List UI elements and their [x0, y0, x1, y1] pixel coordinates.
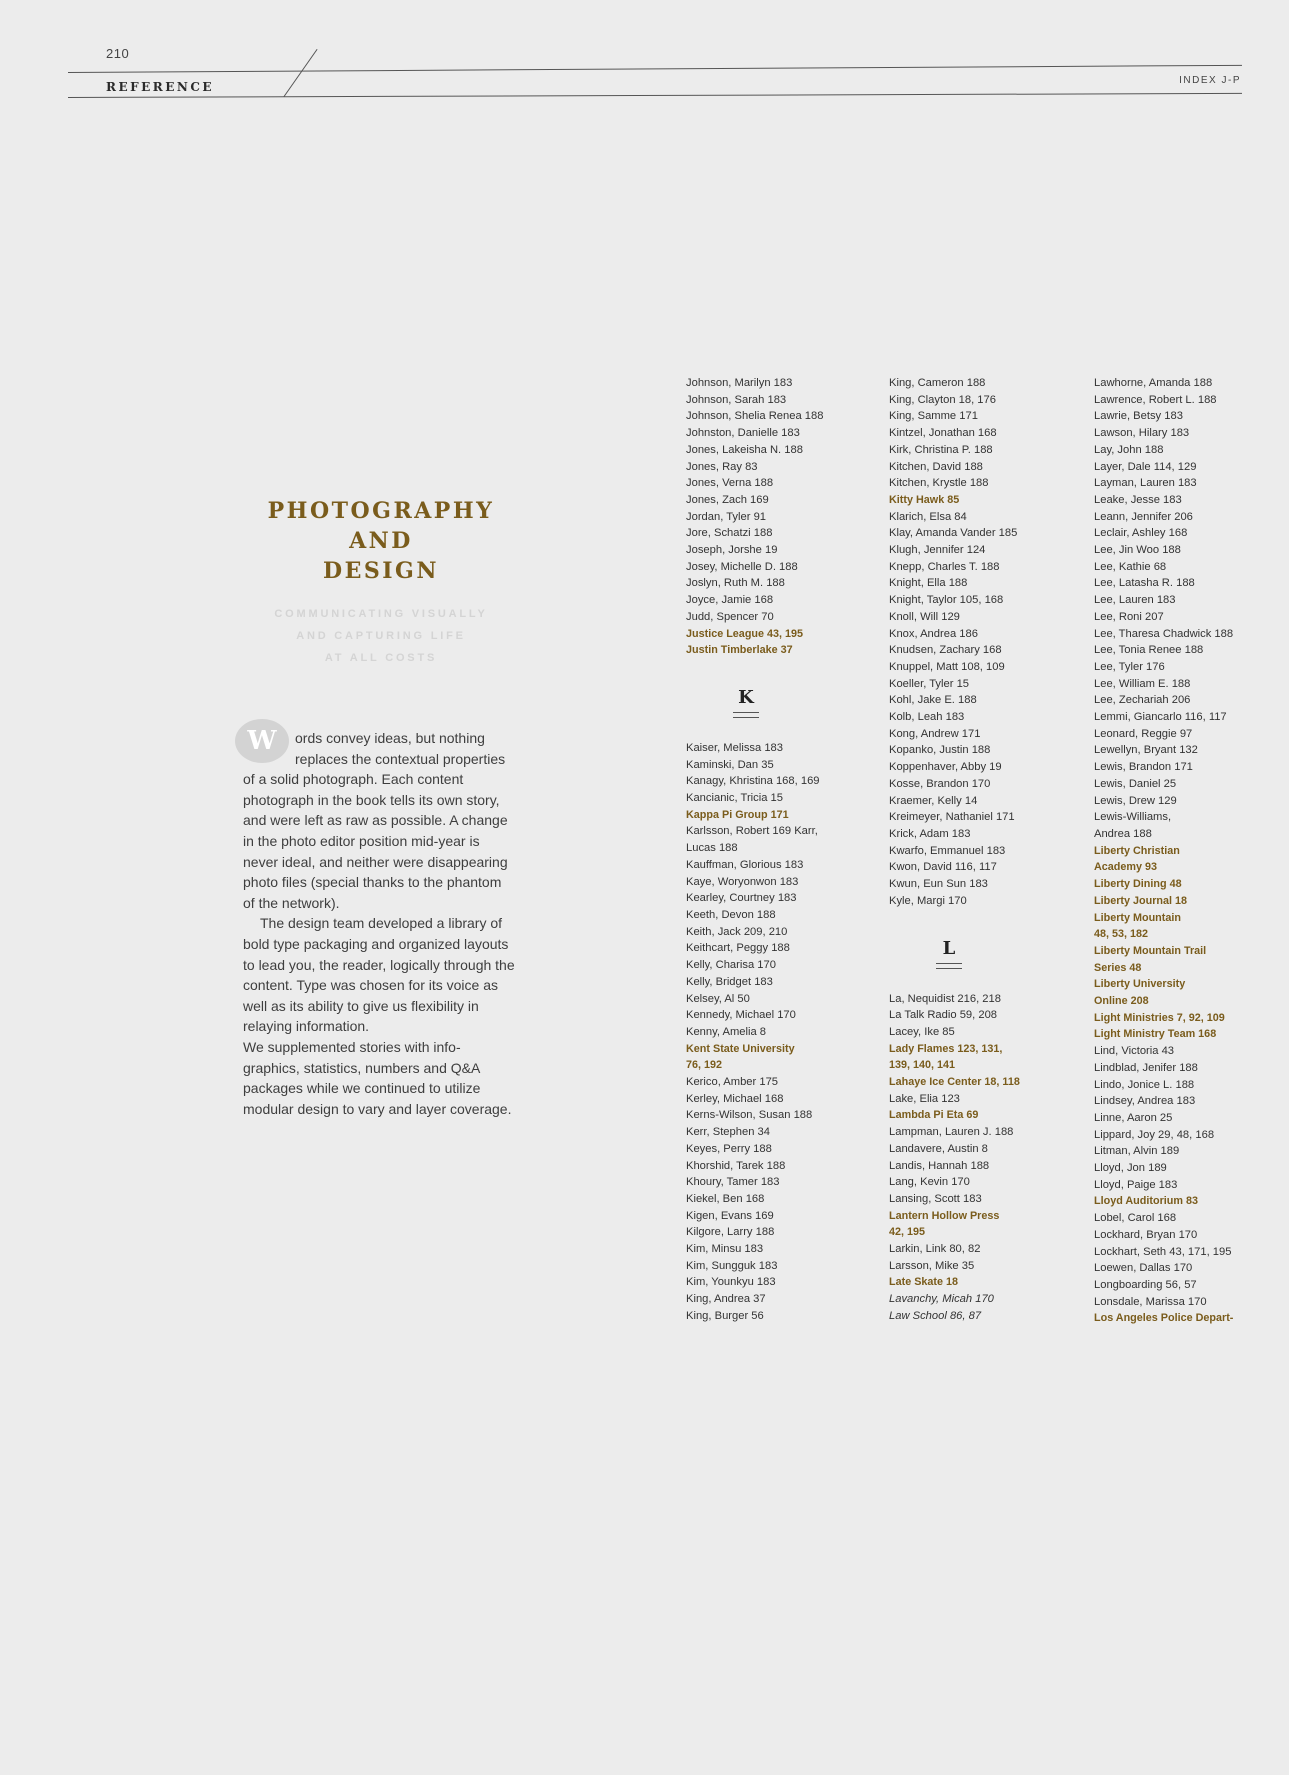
index-entry: Lee, Zechariah 206	[1094, 694, 1191, 707]
index-entry: Lewellyn, Bryant 132	[1094, 744, 1198, 757]
index-entry: Light Ministries 7, 92, 109	[1094, 1011, 1225, 1024]
section-label: REFERENCE	[106, 80, 215, 94]
index-entry: Kilgore, Larry 188	[686, 1226, 775, 1239]
index-entry: Lockhard, Bryan 170	[1094, 1228, 1198, 1241]
index-entry: Josey, Michelle D. 188	[686, 560, 798, 573]
index-entry: Liberty Dining 48	[1094, 878, 1182, 891]
index-entry: Kreimeyer, Nathaniel 171	[889, 811, 1015, 824]
index-entry: Lind, Victoria 43	[1094, 1045, 1175, 1058]
index-entry: Kirk, Christina P. 188	[889, 443, 993, 456]
index-entry: 139, 140, 141	[889, 1059, 956, 1072]
index-entry: Koppenhaver, Abby 19	[889, 761, 1002, 774]
index-entry: Knudsen, Zachary 168	[889, 644, 1002, 657]
index-entry: Lee, Lauren 183	[1094, 594, 1176, 607]
index-entry: Kigen, Evans 169	[686, 1209, 774, 1222]
paragraph-text: ords convey ideas, but nothing replaces the contextual properties of a solid photograph. Each content photograph in the book tells its own story, and were left as raw as possible. A change in the photo editor position mid-year is never ideal, and neither were disappearing photo files (special thanks to the phantom of the network).	[243, 730, 508, 911]
index-entry: Jones, Lakeisha N. 188	[686, 443, 803, 456]
index-entry: Kent State University	[686, 1042, 795, 1055]
index-entry: Lewis, Daniel 25	[1094, 777, 1177, 790]
index-entry: Kohl, Jake E. 188	[889, 694, 977, 707]
index-entry: Lee, Tyler 176	[1094, 660, 1165, 673]
index-entry: Lang, Kevin 170	[889, 1176, 970, 1189]
index-entry: Knuppel, Matt 108, 109	[889, 660, 1005, 673]
index-range-label: INDEX J-P	[1179, 75, 1241, 86]
index-entry: Litman, Alvin 189	[1094, 1145, 1180, 1158]
index-entry: Lee, William E. 188	[1094, 677, 1191, 690]
index-column-3	[1094, 375, 1289, 1327]
index-entry: Kwon, David 116, 117	[889, 861, 997, 874]
index-entry: Liberty University	[1094, 978, 1186, 991]
index-entry: Lavanchy, Micah 170	[889, 1293, 994, 1306]
index-entry: Leonard, Reggie 97	[1094, 727, 1193, 740]
feature-body	[243, 728, 515, 1119]
index-entry: Leclair, Ashley 168	[1094, 527, 1188, 540]
index-entry: Lindsey, Andrea 183	[1094, 1095, 1196, 1108]
index-entry: Lucas 188	[686, 842, 738, 855]
index-entry: Kopanko, Justin 188	[889, 744, 991, 757]
title-line: AND	[349, 528, 413, 554]
index-entry: Lay, John 188	[1094, 443, 1164, 456]
index-entry: Lewis, Drew 129	[1094, 794, 1177, 807]
index-entry: Lawhorne, Amanda 188	[1094, 377, 1213, 389]
index-entry: Larsson, Mike 35	[889, 1259, 975, 1272]
index-entry: Keeth, Devon 188	[686, 908, 776, 921]
index-entry: Kwun, Eun Sun 183	[889, 878, 988, 891]
index-entry: Kim, Minsu 183	[686, 1243, 764, 1256]
index-entry: Late Skate 18	[889, 1276, 959, 1289]
index-entry: Krick, Adam 183	[889, 827, 971, 840]
index-entry: Law School 86, 87	[889, 1309, 982, 1322]
index-entry: Lonsdale, Marissa 170	[1094, 1295, 1207, 1308]
index-entry: Kitty Hawk 85	[889, 493, 960, 506]
subtitle-line: AND CAPTURING LIFE	[296, 630, 466, 642]
index-entry: King, Andrea 37	[686, 1293, 766, 1306]
letter-divider	[733, 712, 759, 718]
letter-heading-k: K	[738, 686, 754, 708]
index-entry: Jore, Schatzi 188	[686, 527, 773, 540]
index-entry: King, Clayton 18, 176	[889, 393, 996, 406]
index-entry: 48, 53, 182	[1094, 928, 1149, 941]
index-entry: Kraemer, Kelly 14	[889, 794, 978, 807]
index-entry: Series 48	[1094, 961, 1142, 974]
index-entry: Kyle, Margi 170	[889, 894, 967, 907]
index-entry: Kaiser, Melissa 183	[686, 741, 784, 754]
index-list-j	[686, 375, 886, 659]
index-entry: Kolb, Leah 183	[889, 711, 965, 724]
index-entry: Karlsson, Robert 169 Karr,	[686, 825, 818, 838]
subtitle-line: AT ALL COSTS	[324, 652, 438, 664]
index-entry: Lippard, Joy 29, 48, 168	[1094, 1128, 1215, 1141]
index-entry: Linne, Aaron 25	[1094, 1111, 1173, 1124]
index-entry: Loewen, Dallas 170	[1094, 1262, 1193, 1275]
index-column-1	[686, 375, 886, 1325]
feature-subtitle	[236, 603, 526, 669]
index-entry: Leann, Jennifer 206	[1094, 510, 1193, 523]
index-entry: Lee, Tharesa Chadwick 188	[1094, 627, 1234, 640]
index-entry: Lewis-Williams,	[1094, 811, 1172, 824]
index-entry: Lee, Roni 207	[1094, 610, 1164, 623]
index-entry: Kearley, Courtney 183	[686, 892, 797, 905]
index-entry: Keith, Jack 209, 210	[686, 925, 788, 938]
index-entry: Knight, Ella 188	[889, 577, 968, 590]
index-entry: Khoury, Tamer 183	[686, 1176, 780, 1189]
index-entry: Kanagy, Khristina 168, 169	[686, 775, 820, 788]
index-entry: Kintzel, Jonathan 168	[889, 427, 997, 440]
index-entry: Johnson, Sarah 183	[686, 393, 787, 406]
index-entry: Jones, Verna 188	[686, 477, 774, 490]
index-entry: Kim, Younkyu 183	[686, 1276, 776, 1289]
index-entry: Layer, Dale 114, 129	[1094, 460, 1197, 473]
index-list-k	[686, 740, 886, 1325]
letter-heading-l: L	[942, 937, 956, 959]
index-entry: Knepp, Charles T. 188	[889, 560, 1000, 573]
index-entry: Koeller, Tyler 15	[889, 677, 970, 690]
index-entry: Johnson, Shelia Renea 188	[686, 410, 824, 423]
index-entry: Academy 93	[1094, 861, 1158, 874]
index-entry: Kosse, Brandon 170	[889, 777, 991, 790]
index-entry: Lindblad, Jenifer 188	[1094, 1061, 1198, 1074]
header-rule-top	[68, 65, 1242, 73]
index-entry: King, Samme 171	[889, 410, 978, 423]
index-entry: Lake, Elia 123	[889, 1092, 960, 1105]
index-entry: Landavere, Austin 8	[889, 1142, 988, 1155]
index-entry: King, Burger 56	[686, 1309, 764, 1322]
index-entry: Keyes, Perry 188	[686, 1142, 772, 1155]
index-entry: Larkin, Link 80, 82	[889, 1243, 981, 1256]
index-entry: Lawson, Hilary 183	[1094, 427, 1190, 440]
index-entry: Khorshid, Tarek 188	[686, 1159, 786, 1172]
subtitle-line: COMMUNICATING VISUALLY	[274, 608, 488, 620]
index-list-l	[889, 991, 1089, 1325]
index-entry: Light Ministry Team 168	[1094, 1028, 1217, 1041]
title-line: DESIGN	[323, 558, 439, 584]
index-entry: Justin Timberlake 37	[686, 644, 793, 657]
index-entry: Lampman, Lauren J. 188	[889, 1126, 1014, 1139]
index-entry: Knight, Taylor 105, 168	[889, 594, 1004, 607]
index-entry: Kong, Andrew 171	[889, 727, 981, 740]
index-entry: Kitchen, David 188	[889, 460, 983, 473]
index-entry: Lloyd, Jon 189	[1094, 1162, 1167, 1175]
index-entry: Lloyd, Paige 183	[1094, 1178, 1178, 1191]
index-entry: Klarich, Elsa 84	[889, 510, 967, 523]
index-entry: Lewis, Brandon 171	[1094, 761, 1193, 774]
index-entry: Andrea 188	[1094, 827, 1152, 840]
index-entry: Knoll, Will 129	[889, 610, 960, 623]
index-list-l-continued	[1094, 375, 1289, 1327]
index-entry: Kwarfo, Emmanuel 183	[889, 844, 1006, 857]
index-entry: Lee, Kathie 68	[1094, 560, 1167, 573]
index-entry: Kenny, Amelia 8	[686, 1025, 767, 1038]
index-entry: Keithcart, Peggy 188	[686, 942, 790, 955]
index-entry: Kerr, Stephen 34	[686, 1126, 770, 1139]
index-entry: Jones, Zach 169	[686, 493, 769, 506]
index-entry: Liberty Christian	[1094, 844, 1180, 857]
index-entry: Liberty Mountain Trail	[1094, 944, 1207, 957]
index-entry: Lloyd Auditorium 83	[1094, 1195, 1198, 1208]
feature-title	[236, 496, 526, 586]
index-entry: Liberty Mountain	[1094, 911, 1181, 924]
index-entry: La, Nequidist 216, 218	[889, 992, 1001, 1005]
letter-divider	[936, 963, 962, 969]
index-entry: Layman, Lauren 183	[1094, 477, 1197, 490]
index-entry: Kelly, Charisa 170	[686, 959, 776, 972]
index-entry: Klay, Amanda Vander 185	[889, 527, 1018, 540]
index-entry: Jordan, Tyler 91	[686, 510, 767, 523]
index-entry: Joyce, Jamie 168	[686, 594, 774, 607]
page-number: 210	[106, 46, 130, 61]
index-entry: Klugh, Jennifer 124	[889, 544, 986, 557]
header-rule-bottom	[68, 93, 1242, 98]
index-entry: Justice League 43, 195	[686, 627, 804, 640]
index-entry: Lee, Tonia Renee 188	[1094, 644, 1204, 657]
index-entry: Jones, Ray 83	[686, 460, 758, 473]
index-entry: Kitchen, Krystle 188	[889, 477, 989, 490]
index-entry: Judd, Spencer 70	[686, 610, 774, 623]
index-entry: Kelly, Bridget 183	[686, 975, 773, 988]
index-entry: Lee, Latasha R. 188	[1094, 577, 1195, 590]
index-entry: Kelsey, Al 50	[686, 992, 750, 1005]
index-entry: Lemmi, Giancarlo 116, 117	[1094, 711, 1227, 724]
index-entry: Leake, Jesse 183	[1094, 493, 1182, 506]
index-entry: Kaminski, Dan 35	[686, 758, 774, 771]
index-entry: Lawrie, Betsy 183	[1094, 410, 1183, 423]
index-entry: Lansing, Scott 183	[889, 1192, 982, 1205]
drop-cap: W	[235, 719, 289, 763]
header-diagonal-rule	[283, 49, 317, 97]
index-entry: Kaye, Woryonwon 183	[686, 875, 799, 888]
index-entry: 42, 195	[889, 1226, 926, 1239]
index-entry: Lee, Jin Woo 188	[1094, 544, 1181, 557]
index-entry: Kiekel, Ben 168	[686, 1192, 765, 1205]
index-entry: Kappa Pi Group 171	[686, 808, 789, 821]
index-entry: Lady Flames 123, 131,	[889, 1042, 1003, 1055]
body-paragraph: The design team developed a library of bold type packaging and organized layouts to lead you, the reader, logically through the content. Type was chosen for its voice as well as its ability to give us flexibility in relaying information.	[243, 915, 515, 1035]
index-entry: Lantern Hollow Press	[889, 1209, 1000, 1222]
index-list-k-continued	[889, 375, 1089, 910]
index-entry: Knox, Andrea 186	[889, 627, 978, 640]
index-entry: 76, 192	[686, 1059, 723, 1072]
index-entry: Landis, Hannah 188	[889, 1159, 990, 1172]
index-entry: Kerns-Wilson, Susan 188	[686, 1109, 813, 1122]
index-entry: Lahaye Ice Center 18, 118	[889, 1076, 1020, 1089]
index-entry: Kancianic, Tricia 15	[686, 792, 784, 805]
title-line: PHOTOGRAPHY	[267, 498, 495, 524]
index-entry: Lambda Pi Eta 69	[889, 1109, 979, 1122]
index-entry: Online 208	[1094, 995, 1149, 1008]
index-entry: Lockhart, Seth 43, 171, 195	[1094, 1245, 1232, 1258]
index-entry: Liberty Journal 18	[1094, 894, 1188, 907]
index-entry: Lindo, Jonice L. 188	[1094, 1078, 1195, 1091]
index-entry: Joslyn, Ruth M. 188	[686, 577, 785, 590]
index-entry: Longboarding 56, 57	[1094, 1278, 1197, 1291]
index-entry: Lobel, Carol 168	[1094, 1212, 1177, 1225]
index-entry: Kim, Sungguk 183	[686, 1259, 778, 1272]
index-entry: La Talk Radio 59, 208	[889, 1009, 998, 1022]
index-entry: Lawrence, Robert L. 188	[1094, 393, 1217, 406]
body-paragraph: We supplemented stories with info-graphics, statistics, numbers and Q&A packages while we continued to utilize modular design to vary and layer coverage.	[243, 1038, 512, 1117]
index-entry: Kerico, Amber 175	[686, 1076, 779, 1089]
index-entry: Kauffman, Glorious 183	[686, 858, 804, 871]
index-entry: Johnson, Marilyn 183	[686, 377, 793, 389]
index-entry: Kerley, Michael 168	[686, 1092, 784, 1105]
index-entry: Lacey, Ike 85	[889, 1025, 955, 1038]
index-entry: Los Angeles Police Depart-	[1094, 1312, 1234, 1325]
index-column-2	[889, 375, 1089, 1325]
index-entry: Johnston, Danielle 183	[686, 427, 800, 440]
body-paragraph	[243, 728, 515, 913]
index-entry: Joseph, Jorshe 19	[686, 544, 778, 557]
index-entry: Kennedy, Michael 170	[686, 1009, 796, 1022]
index-entry: King, Cameron 188	[889, 377, 986, 389]
